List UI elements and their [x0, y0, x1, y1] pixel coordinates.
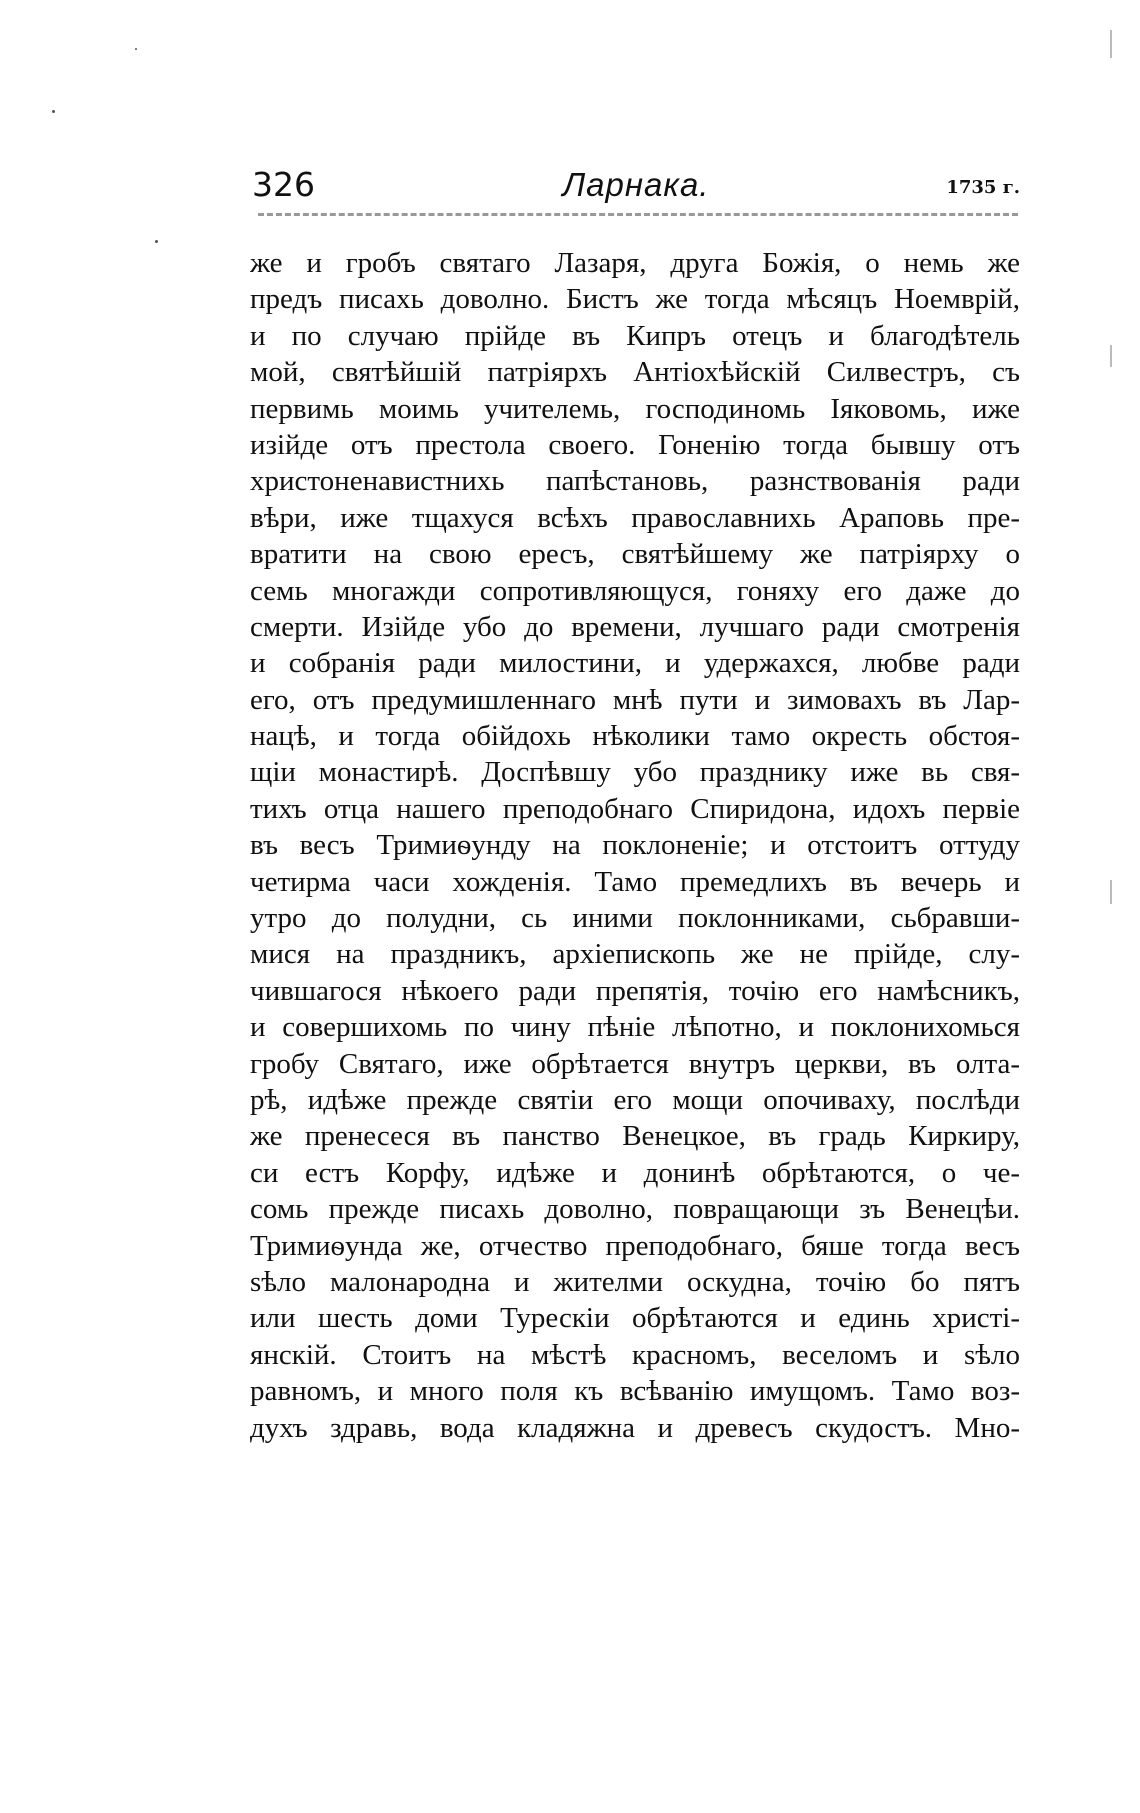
text-line: вѣри, иже тщахуся всѣхъ православнихь Араповь пре-: [250, 501, 1020, 534]
text-line: рѣ, идѣже прежде святіи его мощи опочиваху, послѣди: [250, 1083, 1020, 1116]
text-line: или шесть доми Турескіи обрѣтаются и единь христі-: [250, 1302, 1020, 1335]
header-rule: [258, 213, 1018, 216]
text-line: мой, святѣйшій патріярхъ Антіохѣйскій Силвестръ, съ: [250, 356, 1020, 389]
text-line: его, отъ предумишленнаго мнѣ пути и зимовахъ въ Лар-: [250, 683, 1020, 716]
text-line: ѕѣло малонародна и жителми оскудна, точію бо пятъ: [250, 1265, 1020, 1298]
margin-tick: [1110, 345, 1112, 367]
text-line: же и гробъ святаго Лазаря, друга Божія, о немь же: [250, 247, 1020, 279]
text-line: христоненавистнихь папѣстановь, разнствованія ради: [250, 465, 1020, 498]
text-line: смерти. Изійде убо до времени, лучшаго ради смотренія: [250, 610, 1020, 643]
text-line: семь многажди сопротивляющуся, гоняху его даже до: [250, 574, 1020, 607]
text-line: си естъ Корфу, идѣже и донинѣ обрѣтаются, о че-: [250, 1156, 1020, 1189]
header-year: 1735 г.: [946, 177, 1020, 198]
text-line: изійде отъ престола своего. Гоненію тогда бывшу отъ: [250, 428, 1020, 461]
body-text: [250, 245, 1020, 1446]
page-number: 326: [252, 165, 315, 204]
scan-speck: [52, 110, 55, 113]
text-line: въ весъ Тримиѳунду на поклоненіе; и отстоитъ оттуду: [250, 829, 1020, 862]
margin-tick: [1110, 30, 1112, 58]
text-line: предъ писахь доволно. Бистъ же тогда мѣсяцъ Ноемврій,: [250, 283, 1020, 316]
text-line: и совершихомь по чину пѣніе лѣпотно, и поклонихомься: [250, 1011, 1020, 1044]
text-line: и по случаю прійде въ Кипръ отецъ и благодѣтель: [250, 319, 1020, 352]
text-line: тихъ отца нашего преподобнаго Спиридона, идохъ первіе: [250, 792, 1020, 825]
text-line: гробу Святаго, иже обрѣтается внутръ церкви, въ олта-: [250, 1047, 1020, 1080]
text-line: сомь прежде писахь доволно, повращающи зъ Венецѣи.: [250, 1193, 1020, 1226]
running-header: [252, 165, 1020, 215]
text-line: и собранія ради милостини, и удержахся, любве ради: [250, 647, 1020, 680]
scan-speck: [155, 240, 158, 243]
text-line: щіи монастирѣ. Доспѣвшу убо празднику иже вь свя-: [250, 756, 1020, 789]
scan-speck: [135, 48, 137, 50]
text-line: равномъ, и много поля къ всѣванію имущомъ. Тамо воз-: [250, 1375, 1020, 1408]
text-line: духъ здравь, вода кладяжна и древесъ скудостъ. Мно-: [250, 1411, 1020, 1444]
text-line: нацѣ, и тогда обійдохь нѣколики тамо окресть обстоя-: [250, 720, 1020, 753]
text-line: мися на праздникъ, архіепископь же не прійде, слу-: [250, 938, 1020, 971]
text-line: янскій. Стоитъ на мѣстѣ красномъ, веселомъ и ѕѣло: [250, 1338, 1020, 1371]
text-line: Тримиѳунда же, отчество преподобнаго, бяше тогда весъ: [250, 1229, 1020, 1262]
margin-tick: [1110, 880, 1112, 904]
text-line: четирма часи хожденія. Тамо премедлихъ въ вечерь и: [250, 865, 1020, 898]
text-line: же пренесеся въ панство Венецкое, въ градь Киркиру,: [250, 1120, 1020, 1153]
text-line: утро до полудни, сь иними поклонниками, сьбравши-: [250, 902, 1020, 935]
text-line: чившагося нѣкоего ради препятія, точію его намѣсникъ,: [250, 974, 1020, 1007]
text-line: вратити на свою ересъ, святѣйшему же патріярху о: [250, 538, 1020, 571]
text-line: первимь моимь учителемь, господиномь Іяковомь, иже: [250, 392, 1020, 425]
running-title: Ларнака.: [562, 166, 710, 203]
